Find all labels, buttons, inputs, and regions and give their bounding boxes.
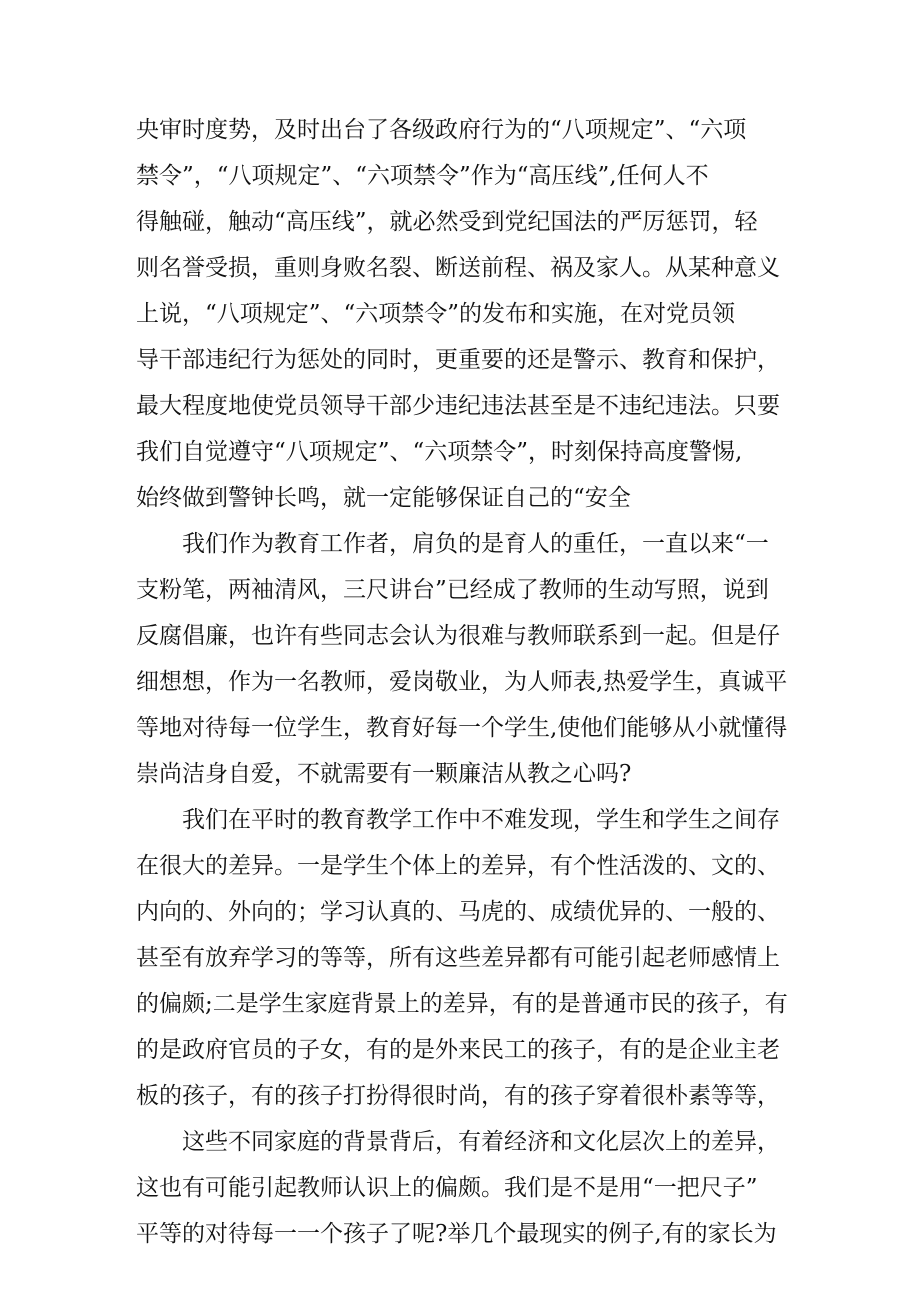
text-line: 细想想，作为一名教师，爱岗敬业，为人师表,热爱学生，真诚平 [136,669,788,695]
text-line: 导干部违纪行为惩处的同时，更重要的还是警示、教育和保护， [136,347,780,373]
text-line: 的是政府官员的子女，有的是外来民工的孩子，有的是企业主老 [136,1037,780,1063]
text-line: 央审时度势，及时出台了各级政府行为的“八项规定”、“六项 [136,117,747,143]
text-line: 甚至有放弃学习的等等，所有这些差异都有可能引起老师感情上 [136,945,780,971]
text-line: 内向的、外向的；学习认真的、马虎的、成绩优异的、一般的、 [136,899,780,925]
text-line: 的偏颇;二是学生家庭背景上的差异，有的是普通市民的孩子，有 [136,991,788,1017]
text-line: 得触碰，触动“高压线”，就必然受到党纪国法的严厉惩罚，轻 [136,209,758,235]
text-line: 则名誉受损，重则身败名裂、断送前程、祸及家人。从某种意义 [136,255,780,281]
text-line: 我们自觉遵守“八项规定”、“六项禁令”，时刻保持高度警惕, [136,439,743,465]
text-line: 始终做到警钟长鸣，就一定能够保证自己的“安全 [136,485,631,511]
text-line: 支粉笔，两袖清风，三尺讲台”已经成了教师的生动写照，说到 [136,577,769,603]
text-line: 上说，“八项规定”、“六项禁令”的发布和实施，在对党员领 [136,301,736,327]
text-line: 这也有可能引起教师认识上的偏颇。我们是不是用“一把尺子” [136,1175,758,1201]
text-line: 在很大的差异。一是学生个体上的差异，有个性活泼的、文的、 [136,853,780,879]
text-line: 禁令”，“八项规定”、“六项禁令”作为“高压线”,任何人不 [136,163,709,189]
text-line: 我们在平时的教育教学工作中不难发现，学生和学生之间存 [182,807,780,833]
text-line: 平等的对待每一一个孩子了呢?举几个最现实的例子,有的家长为 [136,1221,777,1247]
text-line: 等地对待每一位学生，教育好每一个学生,使他们能够从小就懂得 [136,715,788,741]
text-line: 反腐倡廉，也许有些同志会认为很难与教师联系到一起。但是仔 [136,623,780,649]
text-line: 这些不同家庭的背景背后，有着经济和文化层次上的差异， [182,1129,780,1155]
text-line: 我们作为教育工作者，肩负的是育人的重任，一直以来“一 [182,531,769,557]
text-line: 崇尚洁身自爱，不就需要有一颗廉洁从教之心吗? [136,761,632,787]
text-line: 板的孩子，有的孩子打扮得很时尚，有的孩子穿着很朴素等等， [136,1083,780,1109]
text-line: 最大程度地使党员领导干部少违纪违法甚至是不违纪违法。只要 [136,393,780,419]
